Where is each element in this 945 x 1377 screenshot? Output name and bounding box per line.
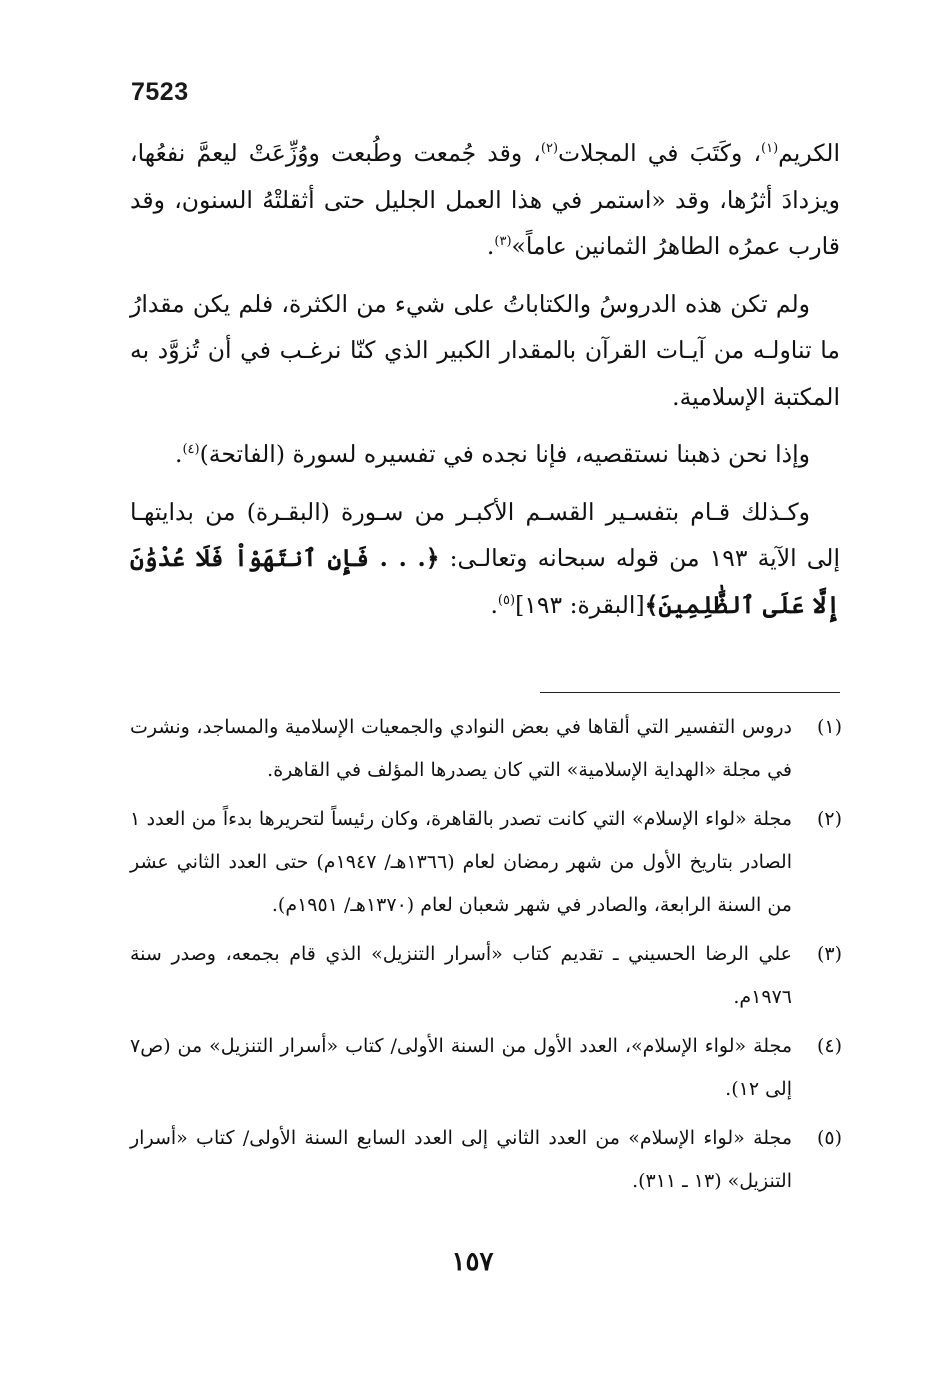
footnote-text: علي الرضا الحسيني ـ تقديم كتاب «أسرار التنزيل» الذي قام بجمعه، وصدر سنة ١٩٧٦م. bbox=[130, 943, 792, 1008]
paragraph bbox=[130, 489, 840, 629]
text-run: ، وكَتَبَ في المجلات bbox=[558, 139, 762, 167]
footnote-ref[interactable]: (٤) bbox=[182, 442, 200, 458]
footnote-ref[interactable]: (٥) bbox=[497, 592, 516, 608]
text-run: ، وقد جُمعت وطُبعت ووُزِّعَتْ ليعمَّ نفعُها، ويزدادَ أثرُها، وقد «استمر في هذا العمل الجليل حتى أثقلتْهُ السنون، وقد قارب عمرُه الطاهرُ الثمانين عاماً» bbox=[130, 139, 840, 260]
paragraph bbox=[130, 130, 840, 270]
footnote-text: مجلة «لواء الإسلام» من العدد الثاني إلى العدد السابع السنة الأولى/ كتاب «أسرار التنزيل» (١٣ ـ ٣١١). bbox=[130, 1127, 792, 1192]
paragraph bbox=[130, 281, 840, 421]
footnote bbox=[130, 933, 842, 1019]
text-run: . bbox=[486, 232, 495, 260]
footnote-divider bbox=[540, 692, 840, 693]
text-run: وإذا نحن ذهبنا نستقصيه، فإنا نجده في تفسيره لسورة (الفاتحة) bbox=[199, 440, 810, 468]
text-run: . bbox=[490, 590, 498, 619]
quran-verse: ﴿. . . فَإِنِ ٱنتَهَوْاْ فَلَا عُدْوَٰنَ إِلَّا عَلَى ٱلظَّٰلِمِينَ﴾ bbox=[130, 544, 840, 619]
text-run: . bbox=[174, 440, 183, 468]
page-number: ١٥٧ bbox=[451, 1247, 494, 1277]
body-text bbox=[130, 130, 840, 639]
footnote bbox=[130, 1117, 842, 1203]
verse-reference: [البقرة: ١٩٣] bbox=[515, 590, 645, 619]
text-run: وكـذلك قـام بتفسـير القسـم الأكبـر من سـورة (البقـرة) من بدايتهـا إلى الآية ١٩٣ من قوله سبحانه وتعالـى: bbox=[130, 497, 840, 572]
footnote-number: (٣) bbox=[816, 943, 842, 965]
footnote bbox=[130, 706, 842, 792]
text-run: الكريم bbox=[778, 139, 840, 167]
footnotes bbox=[130, 706, 842, 1209]
footnote bbox=[130, 1025, 842, 1111]
paragraph bbox=[130, 431, 840, 478]
footnote-ref[interactable]: (٢) bbox=[540, 141, 559, 157]
text-run: ولم تكن هذه الدروسُ والكتاباتُ على شيء من الكثرة، فلم يكن مقدارُ ما تناولـه من آيـات القرآن بالمقدار الكبير الذي كنّا نرغـب في أن تُزوَّد به المكتبة الإسلامية. bbox=[130, 289, 840, 411]
footnote-number: (١) bbox=[816, 716, 842, 738]
footnote-ref[interactable]: (١) bbox=[761, 141, 779, 157]
footnote bbox=[130, 798, 842, 927]
footnote-ref[interactable]: (٣) bbox=[494, 234, 512, 250]
footnote-number: (٢) bbox=[816, 808, 842, 830]
footnote-text: دروس التفسير التي ألقاها في بعض النوادي والجمعيات الإسلامية والمساجد، ونشرت في مجلة «الهداية الإسلامية» التي كان يصدرها المؤلف في القاهرة. bbox=[130, 716, 792, 781]
footnote-text: مجلة «لواء الإسلام»، العدد الأول من السنة الأولى/ كتاب «أسرار التنزيل» من (ص٧ إلى ١٢). bbox=[130, 1035, 792, 1100]
footnote-number: (٥) bbox=[816, 1127, 842, 1149]
page-id: 7523 bbox=[131, 78, 189, 106]
footnote-text: مجلة «لواء الإسلام» التي كانت تصدر بالقاهرة، وكان رئيساً لتحريرها بدءاً من العدد ١ الصادر بتاريخ الأول من شهر رمضان لعام (١٣٦٦هـ/ ١٩٤٧م) حتى العدد الثاني عشر من السنة الرابعة، والصادر في شهر شعبان لعام (١٣٧٠هـ/ ١٩٥١م). bbox=[130, 808, 792, 916]
footnote-number: (٤) bbox=[816, 1035, 842, 1057]
